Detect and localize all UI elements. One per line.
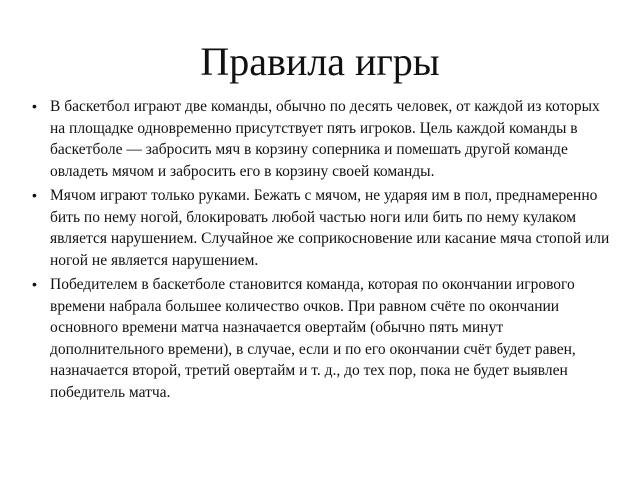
- bullet-text: Победителем в баскетболе становится команда, которая по окончании игрового времени набрала большее количество очков. При равном счёте по окончании основного времени матча назначается овертайм (обычно пять минут дополнительного времени), в случае, если и по его окончании счёт будет равен, назначается второй, третий овертайм и т. д., до тех пор, пока не будет выявлен победитель матча.: [50, 276, 576, 401]
- bullet-text: Мячом играют только руками. Бежать с мячом, не ударяя им в пол, преднамеренно бить по нему ногой, блокировать любой частью ноги или бить по нему кулаком является нарушением. Случайное же соприкосновение или касание мяча стопой или ногой не является нарушением.: [50, 187, 610, 269]
- slide-title: Правила игры: [200, 39, 440, 84]
- bullet-text: В баскетбол играют две команды, обычно по десять человек, от каждой из которых на площадке одновременно присутствует пять игроков. Цель каждой команды в баскетболе — забросить мяч в корзину соперника и помешать другой команде овладеть мячом и забросить его в корзину своей команды.: [50, 98, 600, 180]
- bullet-item-rules-teams: [32, 96, 612, 182]
- bullet-list: [32, 96, 612, 406]
- bullet-item-rules-ball-handling: [32, 185, 612, 271]
- bullet-dot-icon: •: [32, 98, 37, 114]
- bullet-dot-icon: •: [32, 187, 37, 203]
- bullet-dot-icon: •: [32, 276, 37, 292]
- bullet-item-rules-winner: [32, 274, 612, 403]
